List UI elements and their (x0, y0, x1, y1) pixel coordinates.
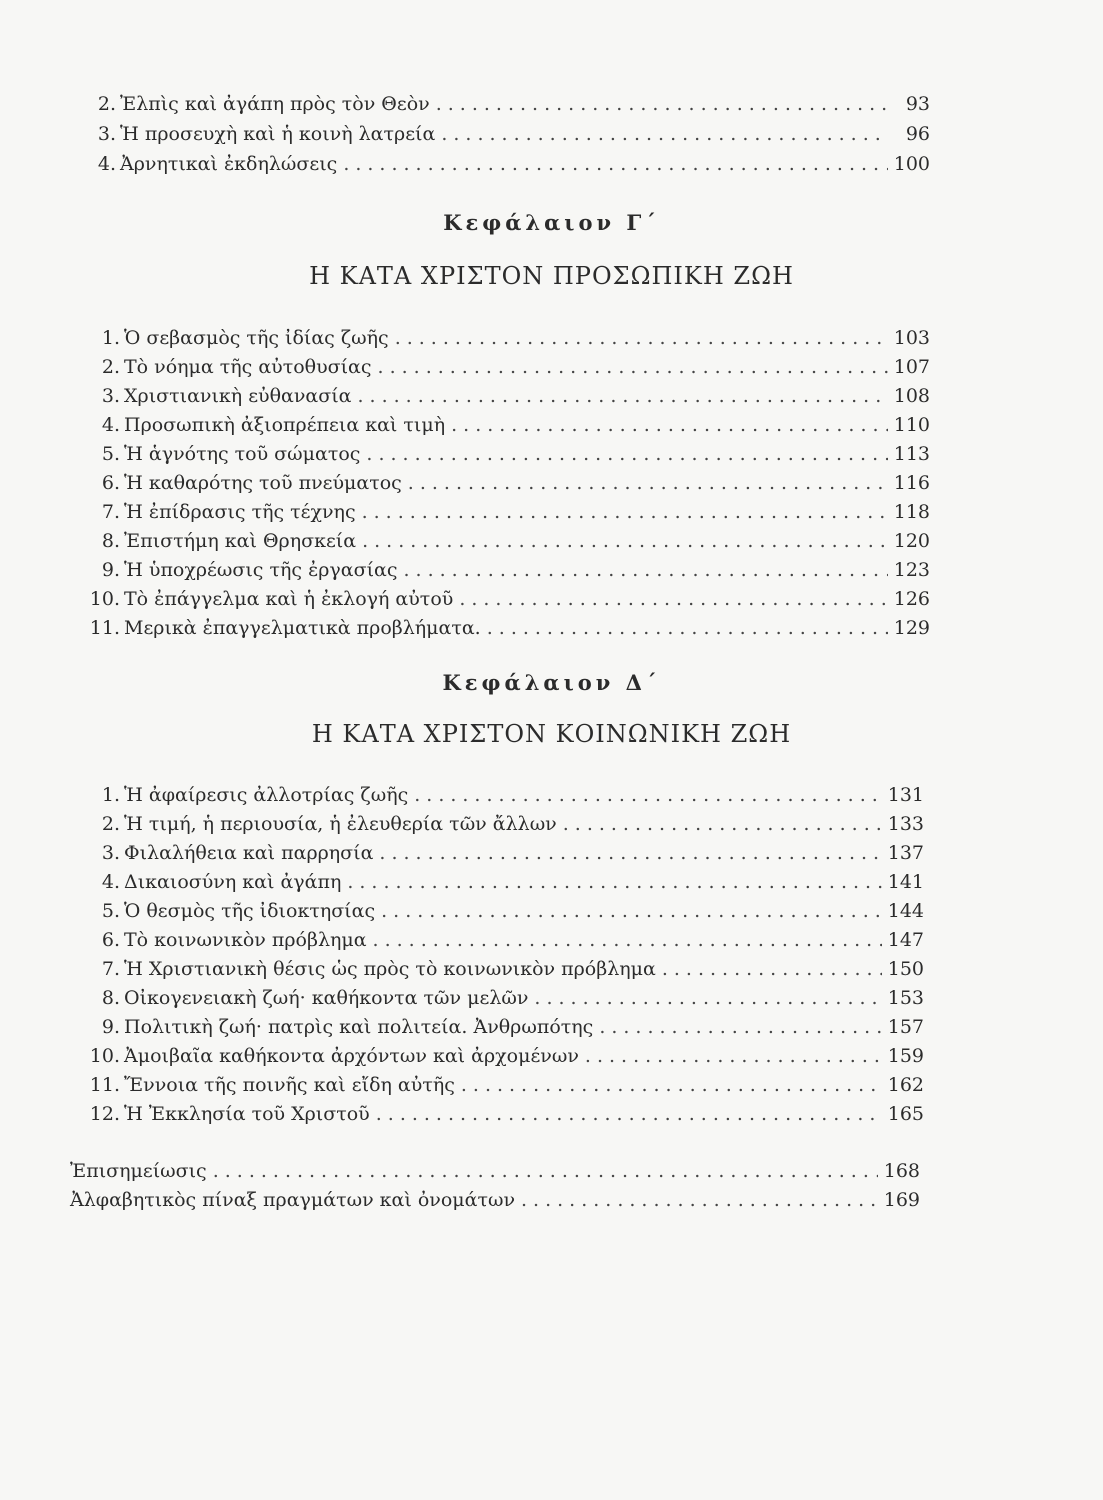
toc-entry (84, 984, 924, 1012)
dot-leader (593, 1013, 882, 1041)
dot-leader (356, 527, 888, 555)
dot-leader (481, 614, 888, 642)
entry-number: 6. (101, 929, 120, 951)
dot-leader (367, 926, 882, 954)
entry-number: 2. (101, 813, 120, 835)
entry-title: Ὁ σεβασμὸς τῆς ἰδίας ζωῆς (124, 327, 389, 349)
entry-title: Δικαιοσύνη καὶ ἀγάπη (124, 871, 342, 893)
entry-page: 103 (893, 327, 930, 349)
dot-leader (435, 120, 888, 148)
entry-number: 2. (97, 93, 116, 115)
entry-title: Ἐλπὶς καὶ ἀγάπη πρὸς τὸν Θεὸν (120, 93, 430, 115)
toc-appendix-entry (66, 1157, 920, 1185)
entry-number: 5. (101, 900, 120, 922)
dot-leader (402, 469, 888, 497)
entry-page: 107 (893, 356, 930, 378)
entry-page: 131 (887, 784, 924, 806)
toc-entry (88, 469, 930, 497)
dot-leader (557, 810, 882, 838)
entry-title: Τὸ κοινωνικὸν πρόβλημα (124, 929, 367, 951)
entry-page: 137 (887, 842, 924, 864)
entry-number: 5. (101, 443, 120, 465)
entry-title: Μερικὰ ἐπαγγελματικὰ προβλήματα. (124, 617, 481, 639)
toc-entry (84, 781, 924, 809)
entry-title: Ἔννοια τῆς ποινῆς καὶ εἴδη αὐτῆς (124, 1074, 455, 1096)
toc-entry (84, 926, 924, 954)
toc-entry (74, 1071, 924, 1099)
entry-number: 10. (89, 588, 120, 610)
dot-leader (445, 411, 888, 439)
entry-page: 165 (887, 1103, 924, 1125)
dot-leader (373, 839, 882, 867)
entry-page: 108 (893, 385, 930, 407)
dot-leader (207, 1157, 878, 1185)
entry-page: 144 (887, 900, 924, 922)
dot-leader (337, 150, 888, 178)
dot-leader (370, 1100, 882, 1128)
toc-entry (88, 556, 930, 584)
dot-leader (656, 955, 882, 983)
entry-number: 4. (97, 153, 116, 175)
dot-leader (455, 1071, 882, 1099)
entry-title: Ἐπισημείωσις (70, 1160, 207, 1182)
entry-title: Ὁ θεσμὸς τῆς ἰδιοκτησίας (124, 900, 376, 922)
entry-number: 12. (89, 1103, 120, 1125)
entry-number: 8. (101, 987, 120, 1009)
entry-title: Οἰκογενειακὴ ζωή· καθήκοντα τῶν μελῶν (124, 987, 529, 1009)
entry-page: 150 (887, 958, 924, 980)
dot-leader (579, 1042, 882, 1070)
entry-number: 11. (89, 1074, 120, 1096)
entry-page: 126 (893, 588, 930, 610)
entry-page: 96 (905, 123, 930, 145)
toc-entry (78, 585, 930, 613)
dot-leader (453, 585, 888, 613)
dot-leader (515, 1186, 878, 1214)
entry-number: 4. (101, 871, 120, 893)
toc-entry (74, 1100, 924, 1128)
entry-page: 159 (887, 1045, 924, 1067)
entry-number: 7. (101, 501, 120, 523)
entry-page: 157 (887, 1016, 924, 1038)
toc-entry (88, 353, 930, 381)
entry-number: 8. (101, 530, 120, 552)
toc-entry (84, 868, 924, 896)
toc-entry (84, 1013, 924, 1041)
dot-leader (372, 353, 888, 381)
dot-leader (352, 382, 889, 410)
toc-entry (84, 897, 924, 925)
dot-leader (360, 440, 888, 468)
toc-entry (84, 839, 924, 867)
entry-page: 113 (893, 443, 930, 465)
entry-title: Ἡ ἐπίδρασις τῆς τέχνης (124, 501, 356, 523)
dot-leader (356, 498, 888, 526)
entry-title: Πολιτικὴ ζωή· πατρὶς καὶ πολιτεία. Ἀνθρωπότης (124, 1016, 594, 1038)
entry-page: 141 (887, 871, 924, 893)
entry-title: Ἀμοιβαῖα καθήκοντα ἀρχόντων καὶ ἀρχομένων (124, 1045, 579, 1067)
dot-leader (528, 984, 882, 1012)
entry-title: Ἐπιστήμη καὶ Θρησκεία (124, 530, 357, 552)
entry-title: Τὸ νόημα τῆς αὐτοθυσίας (124, 356, 372, 378)
entry-title: Ἡ ἁγνότης τοῦ σώματος (124, 443, 361, 465)
entry-page: 169 (883, 1189, 920, 1211)
entry-number: 9. (101, 1016, 120, 1038)
entry-page: 123 (893, 559, 930, 581)
entry-number: 6. (101, 472, 120, 494)
entry-number: 7. (101, 958, 120, 980)
chapter-label: Κεφάλαιον Γ΄ (443, 210, 660, 235)
toc-entry (92, 120, 930, 148)
toc-entry (88, 527, 930, 555)
entry-number: 1. (101, 327, 120, 349)
toc-entry (92, 90, 930, 118)
entry-page: 100 (893, 153, 930, 175)
entry-title: Φιλαλήθεια καὶ παρρησία (124, 842, 374, 864)
chapter-heading: Η ΚΑΤΑ ΧΡΙΣΤΟΝ ΚΟΙΝΩΝΙΚΗ ΖΩΗ (311, 720, 792, 748)
toc-appendix-entry (66, 1186, 920, 1214)
entry-number: 10. (89, 1045, 120, 1067)
entry-page: 133 (887, 813, 924, 835)
dot-leader (430, 90, 888, 118)
entry-number: 9. (101, 559, 120, 581)
chapter-heading: Η ΚΑΤΑ ΧΡΙΣΤΟΝ ΠΡΟΣΩΠΙΚΗ ΖΩΗ (309, 262, 794, 290)
chapter-label: Κεφάλαιον Δ΄ (442, 670, 661, 695)
entry-title: Ἀλφαβητικὸς πίναξ πραγμάτων καὶ ὀνομάτων (70, 1189, 516, 1211)
entry-number: 3. (97, 123, 116, 145)
toc-entry (78, 614, 930, 642)
entry-page: 168 (883, 1160, 920, 1182)
entry-page: 116 (893, 472, 930, 494)
entry-title: Τὸ ἐπάγγελμα καὶ ἡ ἐκλογή αὐτοῦ (124, 588, 454, 610)
entry-title: Ἡ Ἐκκλησία τοῦ Χριστοῦ (124, 1103, 370, 1125)
entry-number: 4. (101, 414, 120, 436)
entry-number: 11. (89, 617, 120, 639)
entry-page: 120 (893, 530, 930, 552)
entry-title: Ἀρνητικαὶ ἐκδηλώσεις (120, 153, 338, 175)
toc-entry (74, 1042, 924, 1070)
entry-number: 2. (101, 356, 120, 378)
toc-entry (88, 411, 930, 439)
entry-page: 129 (893, 617, 930, 639)
entry-title: Προσωπικὴ ἀξιοπρέπεια καὶ τιμὴ (124, 414, 446, 436)
entry-number: 1. (101, 784, 120, 806)
entry-title: Χριστιανικὴ εὐθανασία (124, 385, 352, 407)
toc-entry (88, 324, 930, 352)
toc-entry (84, 810, 924, 838)
entry-number: 3. (101, 842, 120, 864)
entry-title: Ἡ ὑποχρέωσις τῆς ἐργασίας (124, 559, 398, 581)
entry-page: 118 (893, 501, 930, 523)
toc-entry (88, 440, 930, 468)
dot-leader (408, 781, 882, 809)
dot-leader (375, 897, 882, 925)
entry-title: Ἡ καθαρότης τοῦ πνεύματος (124, 472, 402, 494)
entry-page: 93 (905, 93, 930, 115)
entry-page: 153 (887, 987, 924, 1009)
toc-entry (84, 955, 924, 983)
entry-page: 110 (893, 414, 930, 436)
toc-entry (88, 382, 930, 410)
entry-title: Ἡ προσευχὴ καὶ ἡ κοινὴ λατρεία (120, 123, 436, 145)
dot-leader (398, 556, 888, 584)
entry-page: 162 (887, 1074, 924, 1096)
entry-number: 3. (101, 385, 120, 407)
dot-leader (341, 868, 882, 896)
toc-entry (88, 498, 930, 526)
entry-title: Ἡ Χριστιανικὴ θέσις ὡς πρὸς τὸ κοινωνικὸν πρόβλημα (124, 958, 656, 980)
entry-page: 147 (887, 929, 924, 951)
entry-title: Ἡ τιμή, ἡ περιουσία, ἡ ἐλευθερία τῶν ἄλλων (124, 813, 557, 835)
entry-title: Ἡ ἀφαίρεσις ἀλλοτρίας ζωῆς (124, 784, 409, 806)
toc-entry (92, 150, 930, 178)
dot-leader (389, 324, 888, 352)
